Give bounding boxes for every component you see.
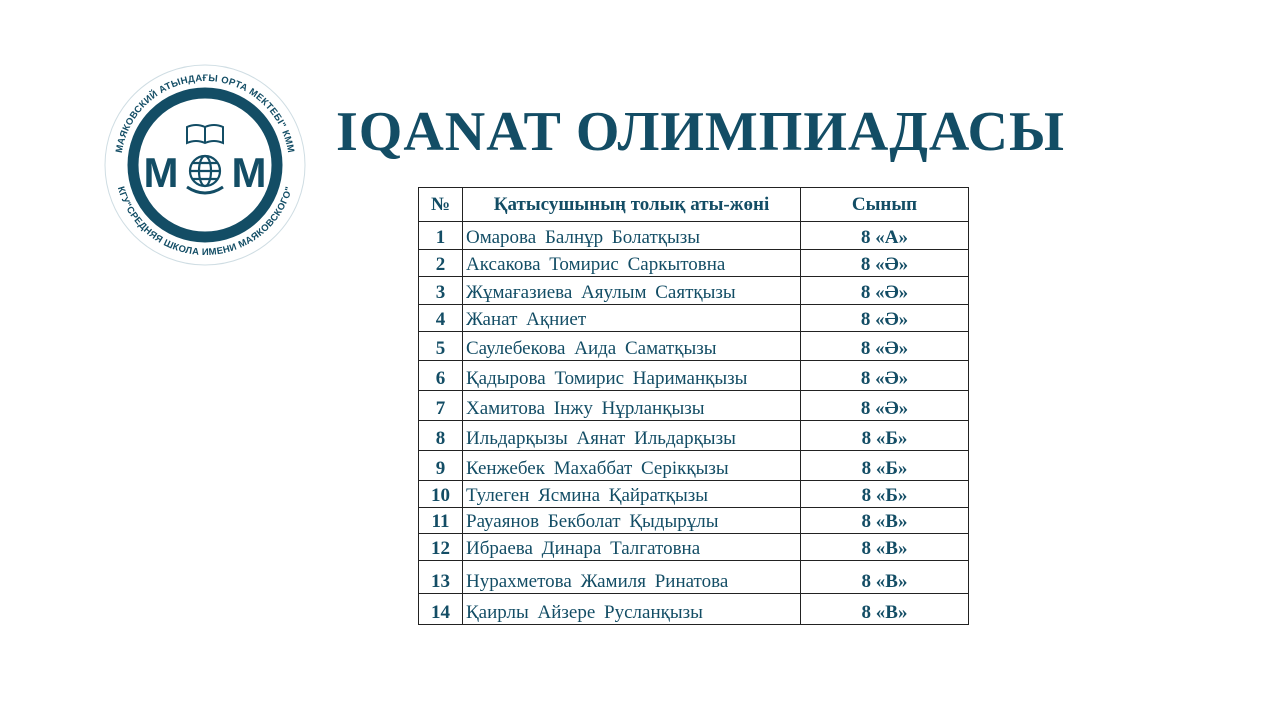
participant-name: Хамитова Інжу Нұрланқызы: [463, 391, 801, 421]
class-name: 8 «Ә»: [801, 361, 969, 391]
class-name: 8 «Ә»: [801, 277, 969, 305]
class-name: 8 «Ә»: [801, 391, 969, 421]
table-row: [419, 534, 969, 561]
logo-bottom-text: КГУ"СРЕДНЯЯ ШКОЛА ИМЕНИ МАЯКОВСКОГО": [114, 185, 296, 259]
participants-table: [418, 187, 969, 625]
row-number: 12: [419, 534, 463, 561]
page-title: IQANAT ОЛИМПИАДАСЫ: [336, 101, 1065, 163]
row-number: 1: [419, 222, 463, 250]
table-row: [419, 481, 969, 508]
header-class: Сынып: [801, 188, 969, 222]
class-name: 8 «В»: [801, 508, 969, 534]
table-row: [419, 508, 969, 534]
logo-letter-right: M: [231, 149, 267, 196]
row-number: 3: [419, 277, 463, 305]
table-row: [419, 305, 969, 332]
participant-name: Жанат Ақниет: [463, 305, 801, 332]
class-name: 8 «Б»: [801, 451, 969, 481]
table-row: [419, 561, 969, 594]
participant-name: Саулебекова Аида Саматқызы: [463, 332, 801, 361]
participant-name: Омарова Балнұр Болатқызы: [463, 222, 801, 250]
school-emblem: [103, 63, 307, 267]
class-name: 8 «В»: [801, 534, 969, 561]
table-row: [419, 277, 969, 305]
class-name: 8 «Б»: [801, 421, 969, 451]
logo-top-text: МАЯКОВСКИЙ АТЫНДАҒЫ ОРТА МЕКТЕБІ" КММ: [113, 72, 297, 154]
class-name: 8 «А»: [801, 222, 969, 250]
logo-letter-left: M: [143, 149, 179, 196]
participant-name: Қаирлы Айзере Русланқызы: [463, 594, 801, 625]
class-name: 8 «Ә»: [801, 305, 969, 332]
row-number: 6: [419, 361, 463, 391]
participant-name: Ибраева Динара Талгатовна: [463, 534, 801, 561]
participant-name: Нурахметова Жамиля Ринатова: [463, 561, 801, 594]
table-row: [419, 250, 969, 277]
table-row: [419, 361, 969, 391]
row-number: 9: [419, 451, 463, 481]
table-row: [419, 451, 969, 481]
row-number: 14: [419, 594, 463, 625]
row-number: 2: [419, 250, 463, 277]
participant-name: Жұмағазиева Аяулым Саятқызы: [463, 277, 801, 305]
row-number: 8: [419, 421, 463, 451]
table-row: [419, 594, 969, 625]
participant-name: Ильдарқызы Аянат Ильдарқызы: [463, 421, 801, 451]
row-number: 13: [419, 561, 463, 594]
school-logo: [103, 63, 307, 267]
participant-name: Қадырова Томирис Нариманқызы: [463, 361, 801, 391]
participant-name: Рауаянов Бекболат Қыдырұлы: [463, 508, 801, 534]
table-row: [419, 222, 969, 250]
participant-name: Аксакова Томирис Саркытовна: [463, 250, 801, 277]
header-number: №: [419, 188, 463, 222]
row-number: 10: [419, 481, 463, 508]
header-full-name: Қатысушының толық аты-жөні: [463, 188, 801, 222]
table-row: [419, 391, 969, 421]
class-name: 8 «Б»: [801, 481, 969, 508]
row-number: 4: [419, 305, 463, 332]
table-row: [419, 332, 969, 361]
table-header-row: [419, 188, 969, 222]
participant-name: Тулеген Ясмина Қайратқызы: [463, 481, 801, 508]
class-name: 8 «Ә»: [801, 332, 969, 361]
row-number: 11: [419, 508, 463, 534]
participant-name: Кенжебек Махаббат Серікқызы: [463, 451, 801, 481]
table-row: [419, 421, 969, 451]
class-name: 8 «В»: [801, 561, 969, 594]
row-number: 5: [419, 332, 463, 361]
row-number: 7: [419, 391, 463, 421]
class-name: 8 «Ә»: [801, 250, 969, 277]
class-name: 8 «В»: [801, 594, 969, 625]
